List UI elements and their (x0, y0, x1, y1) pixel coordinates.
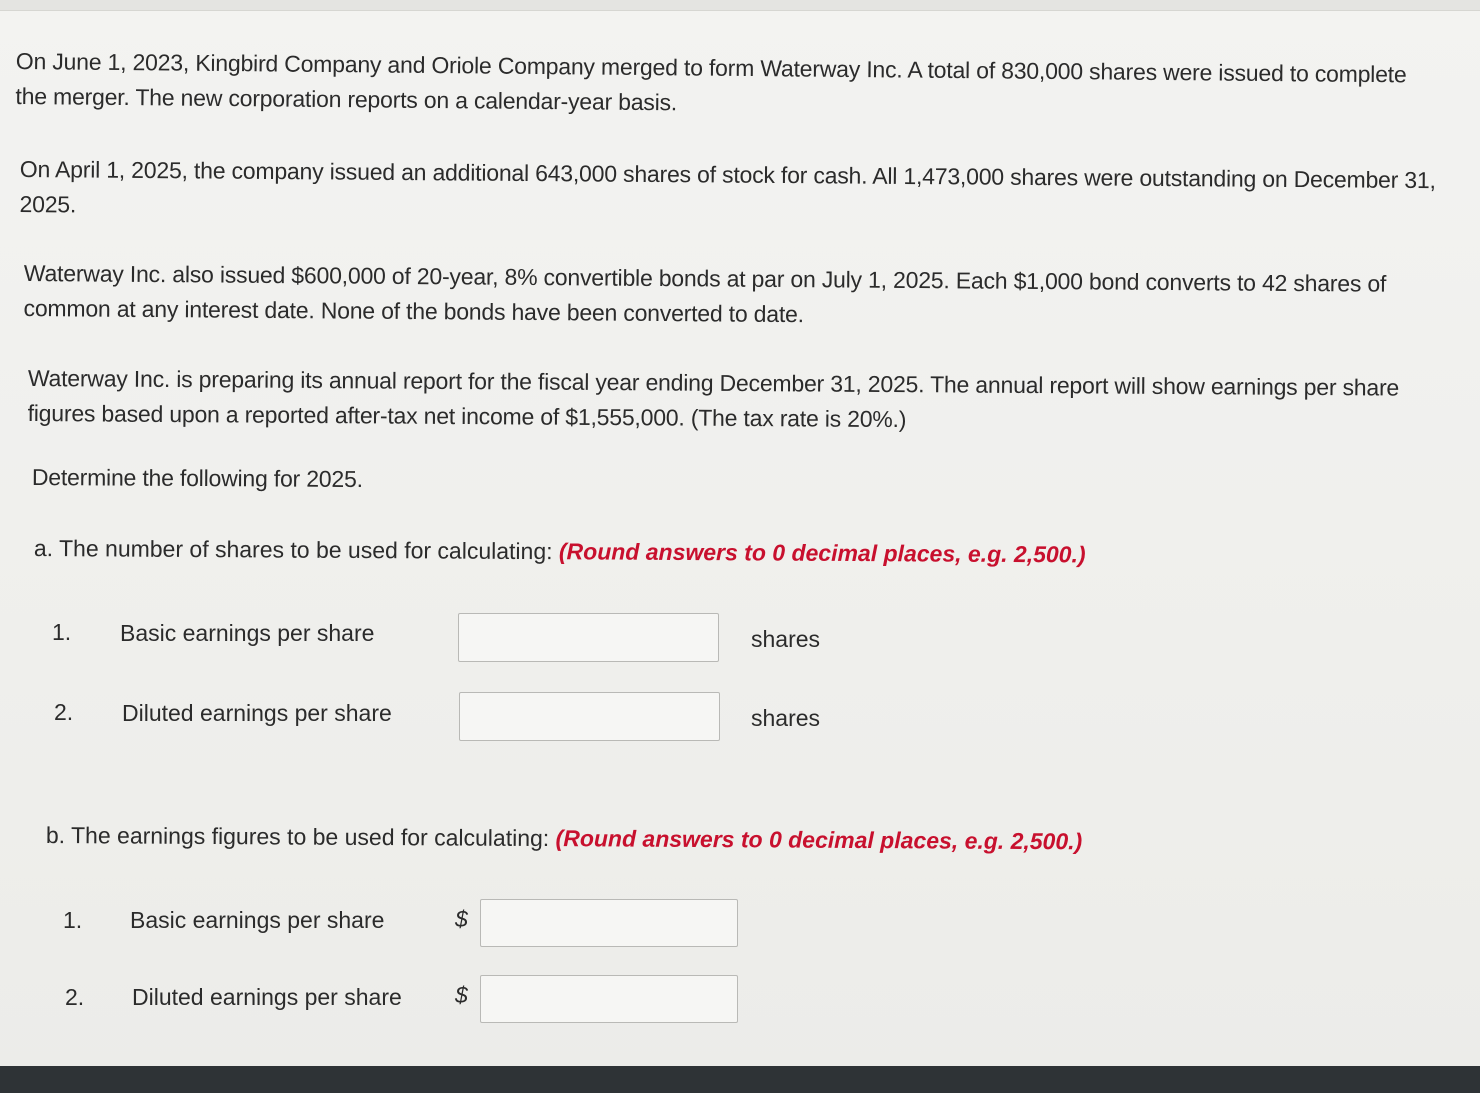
part-a-heading-text: a. The number of shares to be used for calculating: (33, 534, 560, 565)
basic-eps-shares-input[interactable] (458, 613, 719, 662)
part-b-heading-text: b. The earnings figures to be used for calculating: (45, 821, 556, 852)
part-b-row-1-label: Basic earnings per share (130, 907, 385, 933)
part-b-heading (46, 818, 1083, 858)
problem-paragraph-4: Waterway Inc. is preparing its annual report for the fiscal year ending December 31, 2025. The annual report will show earnings per share figures based upon a reported after-tax net income of $1,555,000. (The tax rate is 20%.) (27, 364, 1400, 433)
part-b-row-2-label: Diluted earnings per share (132, 984, 402, 1010)
basic-eps-earnings-input[interactable] (480, 899, 738, 947)
part-a-row-2-label: Diluted earnings per share (122, 700, 392, 726)
problem-paragraph-5: Determine the following for 2025. (31, 463, 363, 493)
bottom-bar (0, 1066, 1480, 1093)
part-a-row-2-unit: shares (751, 705, 821, 731)
problem-paragraph-2: On April 1, 2025, the company issued an additional 643,000 shares of stock for cash. All 1,473,000 shares were outstanding on December 31, 2025. (19, 155, 1436, 218)
part-b-row-1-dollar-sign: $ (455, 906, 468, 932)
part-a-row-1-unit: shares (751, 626, 821, 652)
diluted-eps-earnings-input[interactable] (480, 975, 738, 1023)
part-b-row-1-number: 1. (63, 907, 83, 933)
part-b-row-2-number: 2. (65, 984, 85, 1010)
top-strip (0, 0, 1480, 11)
part-a-instruction: (Round answers to 0 decimal places, e.g. 2,500.) (558, 538, 1086, 568)
problem-paragraph-3: Waterway Inc. also issued $600,000 of 20-year, 8% convertible bonds at par on July 1, 2025. Each $1,000 bond converts to 42 shares of common at any interest date. None of the bonds have been converted to date. (23, 259, 1387, 328)
part-a-row-1-label: Basic earnings per share (120, 620, 375, 646)
part-a-row-1-number: 1. (52, 619, 72, 645)
part-b-instruction: (Round answers to 0 decimal places, e.g. 2,500.) (555, 825, 1083, 855)
part-b-row-2-dollar-sign: $ (455, 982, 468, 1008)
problem-paragraph-1: On June 1, 2023, Kingbird Company and Oriole Company merged to form Waterway Inc. A total of 830,000 shares were issued to complete the merger. The new corporation reports on a calendar-year basis. (15, 47, 1407, 116)
part-a-row-2-number: 2. (54, 699, 74, 725)
part-a-heading (34, 531, 1086, 571)
diluted-eps-shares-input[interactable] (459, 692, 720, 741)
